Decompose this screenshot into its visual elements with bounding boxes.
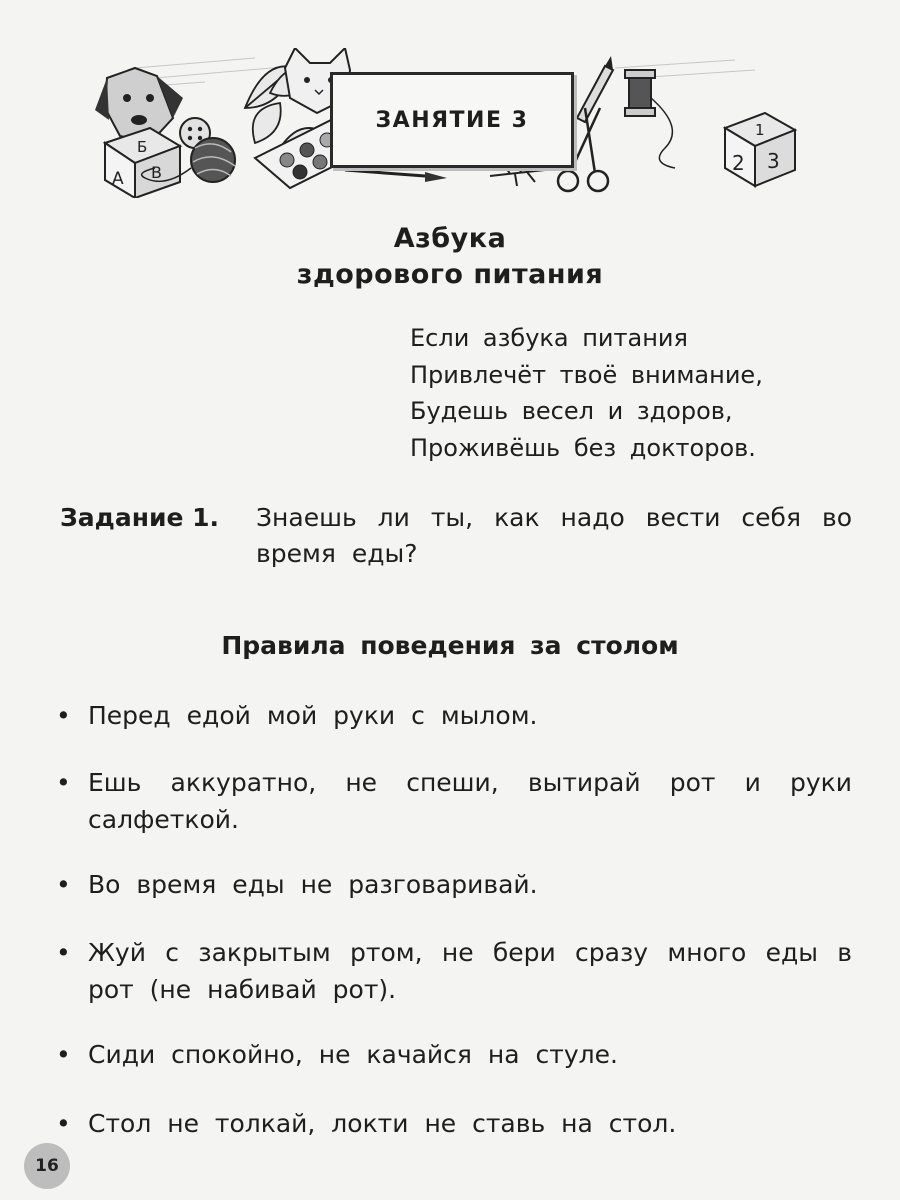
svg-text:2: 2 xyxy=(732,151,745,175)
page-number: 16 xyxy=(24,1143,70,1189)
svg-text:А: А xyxy=(112,169,124,189)
task-text: Знаешь ли ты, как надо вести себя во время еды? xyxy=(256,503,852,568)
svg-text:В: В xyxy=(151,163,162,182)
svg-text:3: 3 xyxy=(767,149,780,173)
page-title-line1: Азбука xyxy=(393,223,507,254)
poem-line: Если азбука питания xyxy=(410,324,688,352)
lesson-label-box xyxy=(330,72,574,168)
bullet: • xyxy=(56,1109,71,1138)
rules-heading: Правила поведения за столом xyxy=(221,631,679,660)
poem-line: Привлечёт твоё внимание, xyxy=(410,360,763,389)
textbook-page: Б А В 1 2 3 ЗАНЯТИЕ 3 Азбука здорового питания Если азбука питания Привлечёт твоё внимание, Будешь весел и здоров, Проживёшь без докторов. Задание 1. Знаешь ли ты, как надо вести себя во время еды? Правила поведения за столом • Перед едой мой руки с мылом. • Ешь аккуратно, не спеши, вытирай рот и руки салфеткой. • Во время еды не разговаривай. • Жуй с закрытым ртом, не бери сразу много еды в рот (не набивай рот). • Сиди спокойно, не качайся на стуле. • Стол не толкай, локти не ставь на стол. 16 xyxy=(0,0,900,1200)
pencil-icon xyxy=(577,56,613,122)
bullet: • xyxy=(56,870,71,899)
bullet: • xyxy=(56,701,71,730)
bullet: • xyxy=(56,768,71,797)
alphabet-block-icon xyxy=(105,128,180,198)
poem-line: Будешь весел и здоров, xyxy=(410,397,733,425)
thread-spool-icon xyxy=(625,70,675,168)
page-title-line2: здорового питания xyxy=(296,259,604,290)
bullet: • xyxy=(56,1040,71,1069)
paintbrush-icon xyxy=(345,170,447,182)
lesson-label: ЗАНЯТИЕ 3 xyxy=(375,107,529,133)
number-block-icon xyxy=(725,113,795,186)
bullet: • xyxy=(56,938,71,967)
poem-line: Проживёшь без докторов. xyxy=(410,433,756,462)
task-label: Задание 1. xyxy=(60,503,220,532)
poem xyxy=(410,320,763,466)
svg-text:1: 1 xyxy=(755,121,765,139)
svg-text:Б: Б xyxy=(137,138,148,156)
